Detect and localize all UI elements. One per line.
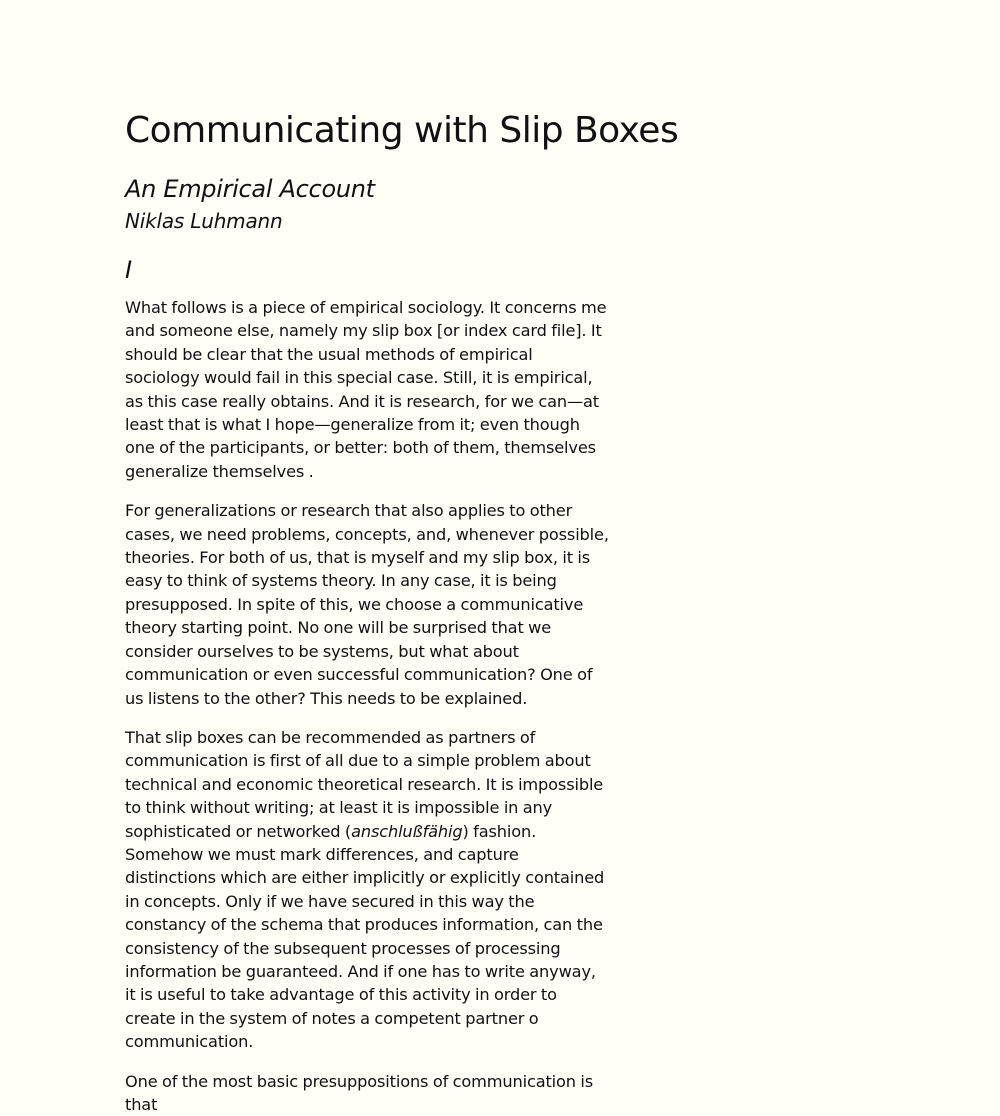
paragraph-3-text-after: ) fashion. Somehow we must mark differences, and capture distinctions which are either implicitly or explicitly contained in concepts. Only if we have secured in this way the constancy of the schema that produces information, can the consistency of the subsequent processes of processing information be guaranteed. And if one has to write anyway, it is useful to take advantage of this activity in order to create in the system of notes a competent partner o communication. — [125, 821, 605, 1052]
paragraph-2: For generalizations or research that also applies to other cases, we need problems, concepts, and, whenever possible, theories. For both of us, that is myself and my slip box, it is easy to think of systems theory. In any case, it is being presupposed. In spite of this, we choose a communicative theory starting point. No one will be surprised that we consider ourselves to be systems, but what about communication or even successful communication? One of us listens to the other? This needs to be explained. — [125, 501, 609, 708]
paragraph-3-text-before: That slip boxes can be recommended as partners of communication is first of all due to a simple problem about technical and economic theoretical research. It is impossible to think without writing; at least it is impossible in any sophisticated or networked ( — [125, 727, 604, 841]
article-subtitle: An Empirical Account — [125, 175, 375, 203]
section-heading: I — [125, 256, 133, 284]
paragraph-3-emphasis: anschlußfähig — [351, 821, 463, 841]
paragraph-1: What follows is a piece of empirical sociology. It concerns me and someone else, namely my slip box [or index card file]. It should be clear that the usual methods of empirical sociology would fail in this special case. Still, it is empirical, as this case really obtains. And it is research, for we can—at least that is what I hope—generalize from it; even though one of the participants, or better: both of them, themselves generalize themselves . — [125, 298, 607, 481]
article-author: Niklas Luhmann — [125, 209, 283, 233]
article-title: Communicating with Slip Boxes — [125, 110, 679, 151]
paragraph-4: One of the most basic presuppositions of communication is that — [125, 1071, 593, 1114]
paragraph-3 — [125, 726, 610, 1054]
article — [125, 0, 679, 1116]
